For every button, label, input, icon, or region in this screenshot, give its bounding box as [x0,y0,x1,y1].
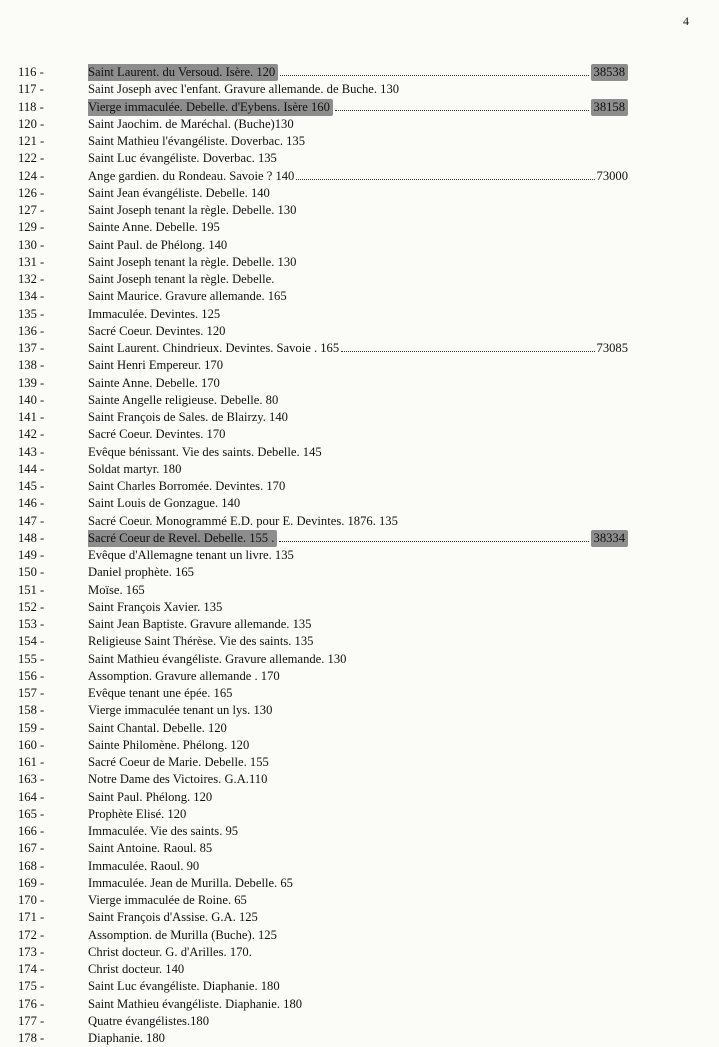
catalog-entry [18,219,628,236]
entry-number: 169 - [18,875,45,890]
entry-number: 147 - [18,513,45,528]
entry-body [88,530,628,547]
entry-number: 138 - [18,358,45,373]
entry-number: 164 - [18,789,45,804]
entry-text: Sainte Anne. Debelle. 170 [88,375,220,390]
entry-number: 178 - [18,1031,45,1045]
entry-number: 175 - [18,979,45,994]
entry-text: Diaphanie. 180 [88,1031,165,1045]
entry-text: Immaculée. Vie des saints. 95 [88,824,239,838]
catalog-entry [18,1013,628,1030]
entry-text: Saint Joseph tenant la règle. Debelle. 130 [88,254,297,269]
entry-text: Saint François de Sales. de Blairzy. 140 [88,410,288,424]
catalog-entry [18,909,628,926]
entry-reference-code: 38334 [591,530,628,547]
catalog-entry [18,530,628,547]
entry-body [88,633,628,650]
catalog-entry [18,944,628,961]
entry-number: 127 - [18,203,45,217]
entry-text: Saint François d'Assise. G.A. 125 [88,910,258,925]
dot-leader [296,178,594,180]
entry-text: Saint Chantal. Debelle. 120 [88,720,227,735]
catalog-entry [18,202,628,219]
entry-body [88,99,628,116]
entry-body [88,288,628,305]
entry-number: 172 - [18,927,45,942]
catalog-entry [18,806,628,823]
entry-reference-code: 38158 [591,99,628,116]
catalog-entry [18,133,628,150]
entry-body [88,306,628,323]
catalog-entry [18,961,628,978]
entry-body [88,858,628,875]
entry-body [88,357,628,374]
entry-text: Sacré Coeur. Monogrammé E.D. pour E. Devintes. 1876. 135 [88,513,398,528]
catalog-entry [18,616,628,633]
catalog-entry [18,840,628,857]
catalog-entry [18,323,628,340]
dot-leader [341,350,594,352]
entry-text: Sacré Coeur. Devintes. 170 [88,427,226,442]
dot-leader [335,109,589,111]
catalog-entry [18,461,628,478]
entry-number: 161 - [18,755,45,769]
entry-text: Assomption. Gravure allemande . 170 [88,668,280,683]
entry-body [88,978,628,995]
entry-number: 139 - [18,375,45,390]
entry-text: Saint Jean Baptiste. Gravure allemande. 135 [88,617,312,631]
catalog-entry [18,651,628,668]
entry-text-highlighted: Saint Laurent. du Versoud. Isère. 120 [88,64,278,81]
catalog-entry [18,547,628,564]
catalog-entry [18,996,628,1013]
entry-body [88,961,628,978]
entry-body [88,789,628,806]
entry-body [88,340,628,357]
entry-number: 146 - [18,496,45,511]
entry-body [88,875,628,892]
catalog-entry [18,495,628,512]
entry-number: 153 - [18,617,45,631]
entry-body [88,771,628,788]
entry-text: Ange gardien. du Rondeau. Savoie ? 140 [88,168,295,183]
entry-body [88,444,628,461]
entry-number: 122 - [18,151,45,166]
entry-text: Saint Mathieu évangéliste. Gravure allemande. 130 [88,651,347,666]
entry-number: 165 - [18,806,45,821]
entry-body [88,806,628,823]
catalog-entry [18,927,628,944]
entry-text: Evêque d'Allemagne tenant un livre. 135 [88,548,294,562]
entry-number: 160 - [18,737,45,752]
entry-number: 171 - [18,910,45,925]
entry-reference-code: 38538 [591,64,628,81]
entry-text: Saint Luc évangéliste. Diaphanie. 180 [88,979,280,994]
entry-number: 148 - [18,530,45,545]
catalog-entry [18,702,628,719]
entry-number: 124 - [18,168,45,183]
entry-reference-code: 73085 [596,341,628,355]
entry-body [88,1030,628,1047]
entry-number: 143 - [18,444,45,459]
entry-number: 177 - [18,1013,45,1028]
catalog-entry [18,1030,628,1047]
entry-body [88,1013,628,1030]
catalog-entry [18,875,628,892]
entry-number: 126 - [18,185,45,200]
entry-body [88,616,628,633]
catalog-entry [18,892,628,909]
entry-text: Immaculée. Jean de Murilla. Debelle. 65 [88,875,293,890]
entry-number: 135 - [18,306,45,321]
entry-text: Saint Jaochim. de Maréchal. (Buche)130 [88,116,294,131]
entry-body [88,909,628,926]
entry-text: Saint Mathieu l'évangéliste. Doverbac. 135 [88,134,306,148]
entry-number: 134 - [18,289,45,304]
catalog-entry [18,789,628,806]
entry-number: 136 - [18,323,45,338]
catalog-entry [18,237,628,254]
entry-text: Saint Louis de Gonzague. 140 [88,496,241,511]
entry-text: Religieuse Saint Thérèse. Vie des saints. 135 [88,634,314,649]
entry-body [88,461,628,478]
page-number: 4 [683,14,689,28]
entry-text: Daniel prophète. 165 [88,565,194,580]
entry-body [88,582,628,599]
entry-number: 168 - [18,858,45,873]
catalog-entry [18,426,628,443]
entry-text: Saint Henri Empereur. 170 [88,358,224,373]
entry-number: 121 - [18,134,45,148]
entry-number: 145 - [18,479,45,493]
entry-number: 157 - [18,686,45,700]
entry-body [88,495,628,512]
entry-text: Assomption. de Murilla (Buche). 125 [88,927,277,942]
catalog-entry [18,737,628,754]
entry-body [88,64,628,81]
entry-text: Quatre évangélistes.180 [88,1013,209,1028]
entry-body [88,564,628,581]
catalog-entry [18,99,628,116]
entry-reference-code: 73000 [596,168,628,183]
catalog-entry [18,823,628,840]
entry-number: 170 - [18,893,45,907]
entry-text: Saint Mathieu évangéliste. Diaphanie. 180 [88,996,303,1011]
entry-text: Saint Charles Borromée. Devintes. 170 [88,479,286,493]
entry-text: Saint Maurice. Gravure allemande. 165 [88,289,287,304]
entry-number: 173 - [18,944,45,959]
entry-text: Notre Dame des Victoires. G.A.110 [88,772,268,787]
entry-body [88,150,628,167]
catalog-entry [18,685,628,702]
entry-text: Saint Joseph avec l'enfant. Gravure allemande. de Buche. 130 [88,82,400,97]
catalog-entry [18,375,628,392]
entry-text: Sacré Coeur de Marie. Debelle. 155 [88,755,269,769]
entry-text: Vierge immaculée tenant un lys. 130 [88,703,273,718]
entry-number: 117 - [18,82,44,97]
catalog-entry [18,168,628,185]
catalog-entry [18,116,628,133]
entry-text: Saint Joseph tenant la règle. Debelle. 130 [88,203,297,217]
entry-number: 152 - [18,599,45,614]
catalog-entry [18,409,628,426]
entry-body [88,840,628,857]
entry-body [88,392,628,409]
entry-number: 176 - [18,996,45,1011]
catalog-entry [18,185,628,202]
catalog-entry [18,64,628,81]
catalog-entry [18,271,628,288]
entry-text: Vierge immaculée de Roine. 65 [88,893,247,907]
entry-text: Saint Joseph tenant la règle. Debelle. [88,272,275,286]
dot-leader [280,74,588,76]
catalog-entry [18,150,628,167]
entry-body [88,651,628,668]
entry-text: Sainte Anne. Debelle. 195 [88,220,220,235]
entry-text: Christ docteur. G. d'Arilles. 170. [88,944,252,959]
entry-body [88,116,628,133]
entry-body [88,702,628,719]
catalog-entry [18,513,628,530]
entry-text: Sainte Angelle religieuse. Debelle. 80 [88,392,279,407]
catalog-entry [18,720,628,737]
dot-leader [279,540,588,542]
catalog-entry [18,444,628,461]
entry-body [88,685,628,702]
entry-body [88,271,628,288]
entry-text: Immaculée. Raoul. 90 [88,858,200,873]
catalog-entry [18,668,628,685]
entry-number: 149 - [18,548,45,562]
catalog-entry [18,357,628,374]
entry-body [88,754,628,771]
entry-number: 142 - [18,427,45,442]
catalog-entry [18,254,628,271]
entry-body [88,996,628,1013]
catalog-entry [18,564,628,581]
entry-body [88,81,628,98]
entry-body [88,513,628,530]
entry-body [88,133,628,150]
entry-number: 151 - [18,582,45,597]
entry-number: 137 - [18,341,45,355]
entry-number: 116 - [18,65,44,79]
entry-text: Saint Luc évangéliste. Doverbac. 135 [88,151,277,166]
catalog-entry [18,858,628,875]
catalog-entry [18,306,628,323]
catalog-entry [18,340,628,357]
entry-number: 140 - [18,392,45,407]
catalog-entry [18,478,628,495]
entry-number: 154 - [18,634,45,649]
entry-text: Soldat martyr. 180 [88,461,182,476]
entry-text: Saint Laurent. Chindrieux. Devintes. Savoie . 165 [88,341,340,355]
entry-text: Evêque tenant une épée. 165 [88,686,233,700]
entry-body [88,547,628,564]
entry-body [88,254,628,271]
entry-text-highlighted: Sacré Coeur de Revel. Debelle. 155 . [88,530,277,547]
entry-body [88,426,628,443]
catalog-entry [18,754,628,771]
entry-text-highlighted: Vierge immaculée. Debelle. d'Eybens. Isère 160 [88,99,333,116]
entry-text: Prophète Elisé. 120 [88,806,187,821]
entry-body [88,185,628,202]
catalog-entry [18,978,628,995]
entry-body [88,599,628,616]
catalog-list [18,64,628,1047]
entry-number: 155 - [18,651,45,666]
entry-text: Christ docteur. 140 [88,962,185,976]
entry-number: 129 - [18,220,45,235]
entry-number: 158 - [18,703,45,718]
entry-number: 141 - [18,410,45,424]
entry-body [88,737,628,754]
entry-number: 166 - [18,824,45,838]
entry-body [88,720,628,737]
entry-text: Saint Jean évangéliste. Debelle. 140 [88,185,270,200]
entry-number: 156 - [18,668,45,683]
entry-number: 163 - [18,772,45,787]
entry-number: 120 - [18,116,45,131]
entry-text: Saint Paul. de Phélong. 140 [88,237,228,252]
entry-body [88,219,628,236]
entry-number: 131 - [18,254,45,269]
entry-body [88,478,628,495]
entry-body [88,375,628,392]
entry-body [88,668,628,685]
catalog-entry [18,288,628,305]
entry-number: 144 - [18,461,45,476]
entry-number: 150 - [18,565,45,580]
entry-body [88,892,628,909]
catalog-entry [18,599,628,616]
entry-text: Saint Paul. Phélong. 120 [88,789,213,804]
entry-body [88,823,628,840]
entry-text: Sacré Coeur. Devintes. 120 [88,323,226,338]
entry-number: 130 - [18,237,45,252]
catalog-entry [18,392,628,409]
entry-text: Immaculée. Devintes. 125 [88,306,221,321]
entry-number: 174 - [18,962,45,976]
entry-number: 132 - [18,272,45,286]
entry-body [88,944,628,961]
catalog-entry [18,771,628,788]
entry-body [88,168,628,185]
entry-body [88,237,628,254]
catalog-entry [18,582,628,599]
entry-text: Evêque bénissant. Vie des saints. Debelle. 145 [88,444,322,459]
entry-body [88,323,628,340]
entry-text: Moïse. 165 [88,582,145,597]
catalog-entry [18,81,628,98]
entry-number: 159 - [18,720,45,735]
entry-body [88,202,628,219]
entry-body [88,409,628,426]
entry-body [88,927,628,944]
entry-text: Saint François Xavier. 135 [88,599,223,614]
entry-text: Saint Antoine. Raoul. 85 [88,841,213,856]
entry-text: Sainte Philomène. Phélong. 120 [88,737,250,752]
catalog-entry [18,633,628,650]
entry-number: 118 - [18,99,44,114]
entry-number: 167 - [18,841,45,856]
